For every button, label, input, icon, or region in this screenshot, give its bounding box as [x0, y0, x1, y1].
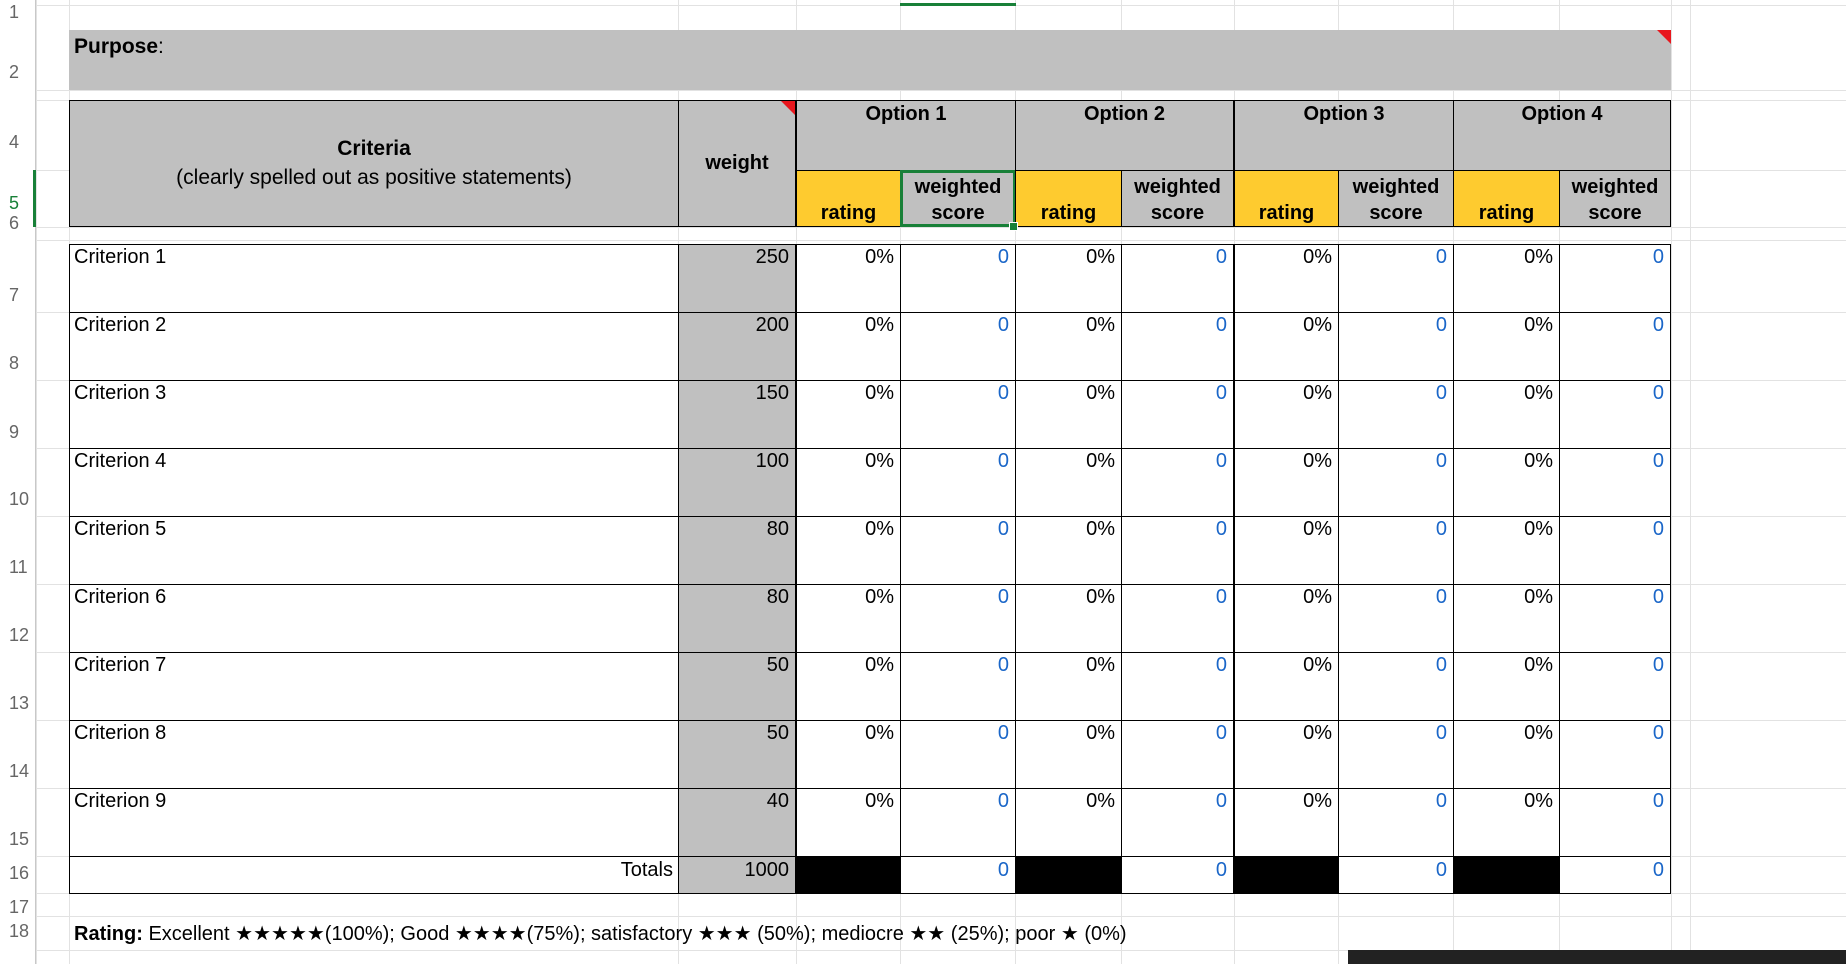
rating-value: 0%: [1303, 722, 1332, 744]
weighted-score-value: 0: [1435, 586, 1447, 608]
weighted-score-value: 0: [1652, 382, 1664, 404]
weight-value: 100: [755, 450, 789, 472]
rating-value: 0%: [1086, 790, 1115, 812]
rating-legend-label: Rating:: [74, 923, 143, 945]
purpose-label: [74, 35, 164, 59]
totals-rating-cell: [1234, 856, 1339, 894]
weighted-score-value: 0: [1652, 586, 1664, 608]
criterion-name: Criterion 6: [74, 586, 167, 608]
rating-value: 0%: [1524, 314, 1553, 336]
weighted-score-value: 0: [1435, 654, 1447, 676]
comment-indicator-icon[interactable]: [1657, 30, 1671, 44]
weighted-score-value: 0: [1652, 450, 1664, 472]
rating-value: 0%: [1524, 450, 1553, 472]
rating-legend: [74, 921, 1127, 946]
weighted-header-line2: score: [1150, 202, 1205, 224]
weighted-score-value: 0: [1435, 314, 1447, 336]
option-name: Option 2: [1083, 103, 1166, 125]
weighted-score-value: 0: [997, 518, 1009, 540]
purpose-bar[interactable]: [69, 30, 1671, 90]
weighted-score-value: 0: [1435, 382, 1447, 404]
rating-value: 0%: [865, 586, 894, 608]
weighted-score-value: 0: [1215, 450, 1227, 472]
totals-score-value: 0: [1435, 859, 1447, 881]
selection-fill-handle[interactable]: [1009, 222, 1018, 231]
weighted-header-line2: score: [931, 202, 985, 224]
grid-row-line: [36, 227, 1846, 228]
row-number[interactable]: 13: [9, 693, 30, 713]
rating-value: 0%: [1303, 450, 1332, 472]
weighted-score-value: 0: [1652, 654, 1664, 676]
rating-value: 0%: [1303, 790, 1332, 812]
row-number[interactable]: 6: [9, 213, 20, 233]
totals-weight: 1000: [744, 859, 789, 881]
row-number[interactable]: 2: [9, 62, 20, 82]
weighted-header-line1: weighted: [914, 176, 1002, 198]
rating-value: 0%: [1303, 314, 1332, 336]
weighted-score-value: 0: [1215, 382, 1227, 404]
row-header-strip[interactable]: [0, 0, 36, 964]
row-number[interactable]: 4: [9, 132, 20, 152]
weighted-score-value: 0: [1215, 790, 1227, 812]
totals-score-value: 0: [997, 859, 1009, 881]
comment-indicator-icon[interactable]: [781, 101, 795, 115]
totals-rating-cell: [1015, 856, 1122, 894]
weight-value: 40: [766, 790, 789, 812]
criterion-name: Criterion 8: [74, 722, 167, 744]
weighted-score-value: 0: [1652, 246, 1664, 268]
rating-value: 0%: [1086, 246, 1115, 268]
rating-value: 0%: [1524, 586, 1553, 608]
rating-value: 0%: [1303, 382, 1332, 404]
totals-rating-cell: [1453, 856, 1560, 894]
row-number[interactable]: 16: [9, 863, 30, 883]
rating-value: 0%: [1303, 246, 1332, 268]
rating-header: rating: [820, 202, 877, 224]
rating-value: 0%: [865, 790, 894, 812]
weight-header: weight: [705, 152, 769, 174]
row-number[interactable]: 14: [9, 761, 30, 781]
weighted-score-value: 0: [1215, 518, 1227, 540]
rating-value: 0%: [1524, 382, 1553, 404]
weighted-score-value: 0: [1215, 722, 1227, 744]
rating-value: 0%: [865, 246, 894, 268]
rating-value: 0%: [1303, 654, 1332, 676]
rating-value: 0%: [1524, 722, 1553, 744]
criteria-header-subtitle: (clearly spelled out as positive statements): [176, 166, 572, 189]
row-number[interactable]: 12: [9, 625, 30, 645]
weight-value: 50: [766, 654, 789, 676]
weighted-score-value: 0: [1435, 246, 1447, 268]
grid-column-line: [1671, 0, 1672, 964]
grid-row-line: [36, 240, 1846, 241]
grid-row-line: [36, 916, 1846, 917]
totals-score-value: 0: [1215, 859, 1227, 881]
weighted-header-line1: weighted: [1571, 176, 1659, 198]
weighted-score-value: 0: [997, 654, 1009, 676]
weighted-header-line1: weighted: [1352, 176, 1440, 198]
weight-value: 80: [766, 586, 789, 608]
criterion-name: Criterion 1: [74, 246, 167, 268]
rating-value: 0%: [1303, 586, 1332, 608]
criterion-name: Criterion 2: [74, 314, 167, 336]
weighted-header-line2: score: [1369, 202, 1423, 224]
row-number[interactable]: 1: [9, 2, 20, 22]
rating-value: 0%: [1524, 790, 1553, 812]
weighted-score-value: 0: [1652, 722, 1664, 744]
row-number[interactable]: 15: [9, 829, 30, 849]
grid-row-line: [36, 90, 1846, 91]
rating-value: 0%: [1086, 654, 1115, 676]
rating-value: 0%: [1524, 518, 1553, 540]
totals-score-value: 0: [1652, 859, 1664, 881]
totals-rating-cell: [796, 856, 901, 894]
weighted-score-value: 0: [997, 382, 1009, 404]
criteria-header-title: Criteria: [337, 137, 411, 160]
weighted-score-value: 0: [997, 722, 1009, 744]
rating-value: 0%: [1524, 654, 1553, 676]
active-row-indicator: [33, 170, 36, 227]
rating-value: 0%: [865, 722, 894, 744]
criterion-name: Criterion 9: [74, 790, 167, 812]
purpose-colon: :: [158, 35, 164, 58]
criterion-name: Criterion 7: [74, 654, 167, 676]
criterion-name: Criterion 5: [74, 518, 167, 540]
rating-value: 0%: [865, 450, 894, 472]
row-number[interactable]: 9: [9, 422, 20, 442]
weight-value: 80: [766, 518, 789, 540]
option-name: Option 3: [1303, 103, 1385, 125]
rating-legend-text: Excellent ★★★★★(100%); Good ★★★★(75%); satisfactory ★★★ (50%); mediocre ★★ (25%); poor ★ (0%): [142, 923, 1127, 945]
criterion-name: Criterion 3: [74, 382, 167, 404]
weighted-score-value: 0: [1435, 790, 1447, 812]
rating-value: 0%: [1524, 246, 1553, 268]
weighted-header-line1: weighted: [1134, 176, 1221, 198]
weighted-score-value: 0: [997, 450, 1009, 472]
rating-value: 0%: [1086, 450, 1115, 472]
criteria-header: [69, 137, 679, 190]
weighted-score-value: 0: [997, 246, 1009, 268]
option-name: Option 1: [865, 103, 947, 125]
rating-value: 0%: [865, 518, 894, 540]
weighted-score-value: 0: [1435, 450, 1447, 472]
weighted-score-value: 0: [997, 586, 1009, 608]
row-number[interactable]: 18: [9, 921, 30, 941]
grid-column-line: [1690, 0, 1691, 964]
weight-value: 250: [755, 246, 789, 268]
rating-value: 0%: [865, 314, 894, 336]
rating-header: rating: [1040, 202, 1097, 224]
weighted-score-value: 0: [1215, 314, 1227, 336]
row-number[interactable]: 10: [9, 489, 30, 509]
rating-value: 0%: [1303, 518, 1332, 540]
rating-header: rating: [1478, 202, 1535, 224]
rating-value: 0%: [865, 654, 894, 676]
row-number[interactable]: 11: [9, 557, 28, 577]
rating-value: 0%: [1086, 518, 1115, 540]
criterion-name: Criterion 4: [74, 450, 167, 472]
rating-value: 0%: [1086, 314, 1115, 336]
totals-label: Totals: [620, 859, 673, 881]
row-number[interactable]: 17: [9, 897, 30, 917]
rating-header: rating: [1258, 202, 1315, 224]
weighted-score-value: 0: [1652, 518, 1664, 540]
weight-value: 50: [766, 722, 789, 744]
weighted-score-value: 0: [1215, 654, 1227, 676]
purpose-label-text: Purpose: [74, 35, 159, 58]
weighted-score-value: 0: [1435, 518, 1447, 540]
weighted-score-value: 0: [1215, 586, 1227, 608]
weighted-score-value: 0: [997, 790, 1009, 812]
weighted-score-value: 0: [1435, 722, 1447, 744]
weight-value: 150: [755, 382, 789, 404]
weight-value: 200: [755, 314, 789, 336]
weighted-score-value: 0: [1652, 314, 1664, 336]
rating-value: 0%: [1086, 586, 1115, 608]
rating-value: 0%: [1086, 382, 1115, 404]
bottom-scrollbar[interactable]: [1348, 950, 1846, 964]
weighted-score-value: 0: [1652, 790, 1664, 812]
weighted-header-line2: score: [1588, 202, 1642, 224]
option-name: Option 4: [1521, 103, 1603, 125]
rating-value: 0%: [1086, 722, 1115, 744]
weighted-score-value: 0: [1215, 246, 1227, 268]
row-number[interactable]: 5: [9, 193, 20, 213]
rating-value: 0%: [865, 382, 894, 404]
weighted-score-value: 0: [997, 314, 1009, 336]
row-number[interactable]: 8: [9, 353, 20, 373]
row-number[interactable]: 7: [9, 285, 20, 305]
active-column-indicator: [900, 3, 1016, 6]
